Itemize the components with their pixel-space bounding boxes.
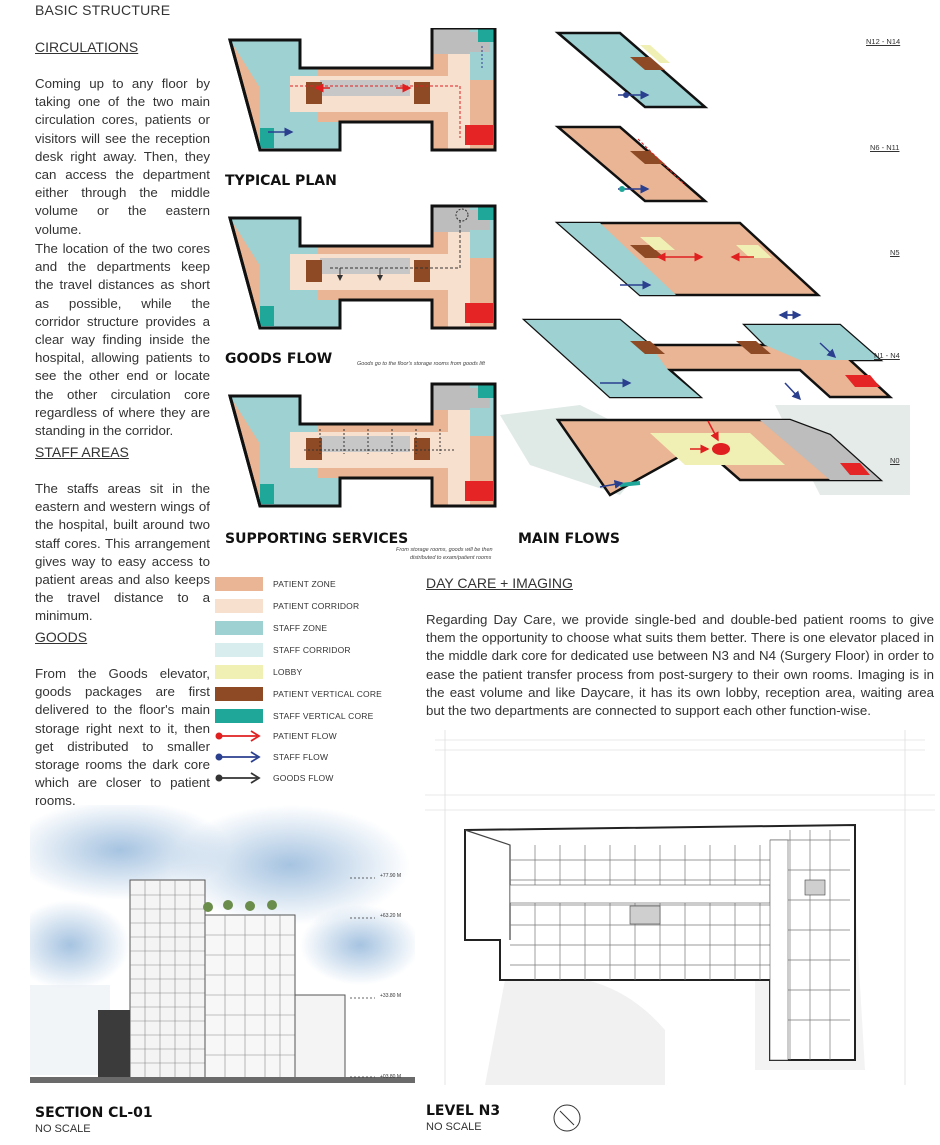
legend-swatch (215, 643, 263, 657)
main-flows-label: MAIN FLOWS (518, 531, 620, 547)
goods-text: From the Goods elevator, goods packages are first delivered to the floor's main storage right next to it, then get distributed to smaller storage rooms the dark core which are closer to patient rooms. (35, 666, 210, 809)
legend-item (215, 749, 328, 765)
level-label-n0: N0 (890, 456, 900, 465)
legend-item (215, 770, 334, 786)
circulations-heading: CIRCULATIONS (35, 39, 139, 55)
legend-label: PATIENT FLOW (273, 731, 337, 741)
level-label-n5: N5 (890, 248, 900, 257)
supporting-services-label: SUPPORTING SERVICES (225, 531, 409, 547)
legend-swatch (215, 621, 263, 635)
supporting-services-plan (230, 384, 495, 506)
legend-swatch (215, 687, 263, 701)
main-flows-diagram (500, 25, 910, 525)
elevation-3: +33.80 M (380, 993, 401, 999)
section-drawing (30, 805, 415, 1100)
north-arrow-icon (552, 1103, 582, 1133)
level-label-n6-n11: N6 - N11 (870, 143, 900, 152)
typical-plan-label: TYPICAL PLAN (225, 173, 337, 189)
daycare-text: Regarding Day Care, we provide single-bed and double-bed patient rooms to give them the opportunity to choose what suits them better. There is one elevator placed in the middle dark core for dedicated use between N3 and N4 (Surgery Floor) in order to ease the patient transfer process from post-surgery to their own rooms. Imaging is in the east volume and like Daycare, it has its own lobby, reception area, waiting area but the two departments are connected to support each other function-wise. (426, 612, 934, 719)
level-n0 (500, 383, 910, 495)
elevation-4: +03.80 M (380, 1074, 401, 1080)
legend-item (215, 686, 382, 702)
goods-flow-caption: Goods go to the floor's storage rooms from goods lift (357, 361, 485, 367)
legend-arrow-icon (215, 729, 263, 743)
level-label-n1-n4: N1 - N4 (874, 351, 900, 360)
section-scale: NO SCALE (35, 1123, 91, 1135)
legend-item (215, 642, 351, 658)
level-n3-title: LEVEL N3 (426, 1103, 501, 1119)
location-text: The location of the two cores and the departments keep the travel distances as short as possible, while the corridor structure provides a clear way finding inside the hospital, allowing patients to see the other end or locate the other circulation core regardless of where they are standing in the corridor. (35, 241, 210, 439)
legend-label: LOBBY (273, 667, 303, 677)
goods-heading: GOODS (35, 629, 88, 645)
legend-item (215, 620, 327, 636)
daycare-heading: DAY CARE + IMAGING (426, 575, 573, 591)
legend-label: STAFF ZONE (273, 623, 328, 633)
legend-label: PATIENT ZONE (273, 579, 336, 589)
legend-label: PATIENT VERTICAL CORE (273, 689, 383, 699)
goods-flow-plan (230, 206, 495, 328)
level-n1-n4 (525, 315, 890, 397)
legend-label: PATIENT CORRIDOR (273, 601, 360, 611)
level-n12-n14 (558, 33, 705, 107)
page-title: BASIC STRUCTURE (35, 2, 171, 18)
goods-flow-label: GOODS FLOW (225, 351, 333, 367)
legend-item (215, 708, 373, 724)
level-n3-scale: NO SCALE (426, 1121, 482, 1133)
legend-item (215, 728, 337, 744)
elevation-1: +77.90 M (380, 873, 401, 879)
supporting-caption-2: distributed to exam/patient rooms (410, 555, 492, 561)
legend-label: STAFF CORRIDOR (273, 645, 351, 655)
legend-item (215, 664, 302, 680)
legend-arrow-icon (215, 771, 263, 785)
elevation-2: +63.20 M (380, 913, 401, 919)
supporting-caption-1: From storage rooms, goods will be then (396, 547, 493, 553)
legend-swatch (215, 709, 263, 723)
staff-areas-text: The staffs areas sit in the eastern and western wings of the hospital, built around two staff cores. This arrangement gives way to easy access to patient areas and also keeps the travel distance to a minimum. (35, 481, 210, 624)
legend-arrow-icon (215, 750, 263, 764)
circulations-text: Coming up to any floor by taking one of the two main circulation cores, patients or visitors will see the reception desk right away. Then, they can access the department either through the middle volume or the eastern volume. (35, 76, 210, 237)
staff-areas-heading: STAFF AREAS (35, 444, 129, 460)
legend-swatch (215, 665, 263, 679)
level-n6-n11 (558, 127, 705, 201)
level-label-n12-n14: N12 - N14 (866, 37, 901, 46)
section-title: SECTION CL-01 (35, 1105, 153, 1121)
legend-label: GOODS FLOW (273, 773, 334, 783)
legend-swatch (215, 577, 263, 591)
typical-plan (230, 28, 495, 150)
legend-swatch (215, 599, 263, 613)
legend-label: STAFF FLOW (273, 752, 329, 762)
level-n3-floorplan (425, 730, 935, 1085)
level-n5 (558, 223, 818, 295)
legend-label: STAFF VERTICAL CORE (273, 711, 374, 721)
legend-item (215, 576, 336, 592)
plan-diagrams (220, 28, 500, 568)
legend-item (215, 598, 359, 614)
